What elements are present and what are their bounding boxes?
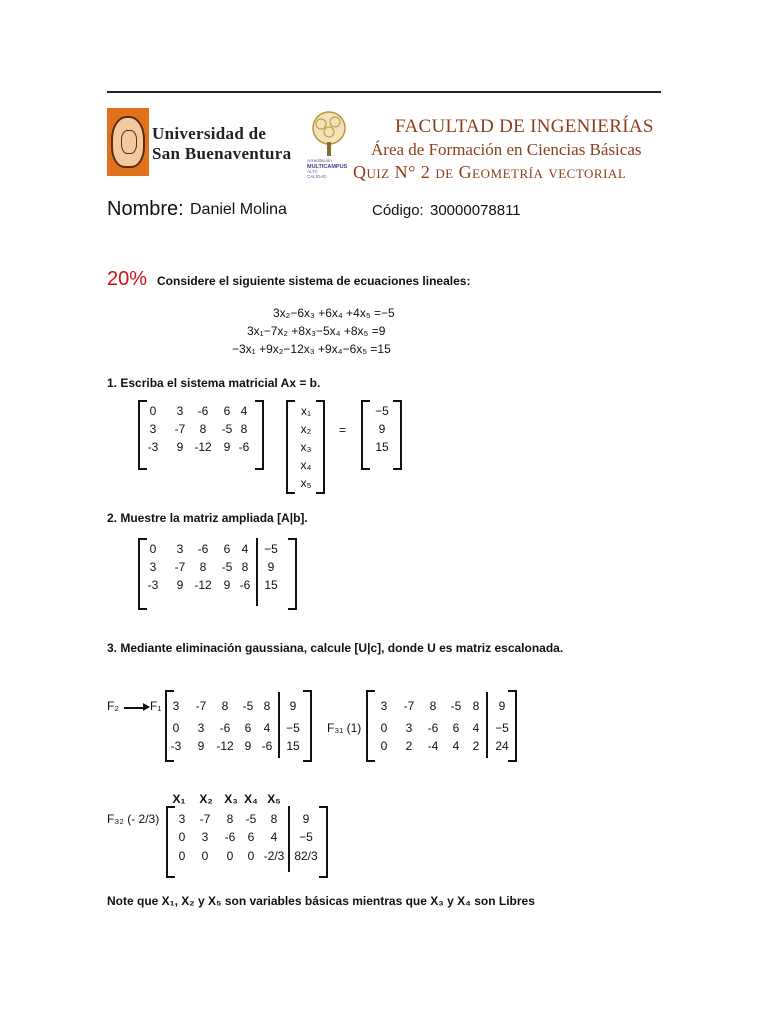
matrix-cell: 9: [289, 699, 297, 713]
matrix-cell: x₂: [300, 422, 312, 436]
matrix-cell: 8: [199, 560, 207, 574]
matrix-cell: 3: [172, 699, 180, 713]
matrix-cell: 0: [380, 721, 388, 735]
matrix-cell: -4: [427, 739, 439, 753]
step3-matrix-left-bracket: [166, 806, 175, 878]
matrix-cell: -7: [195, 699, 207, 713]
matrix-cell: 9: [378, 422, 386, 436]
step3-augment-divider: [288, 806, 290, 872]
matrix-cell: 3: [405, 721, 413, 735]
matrix-cell: 8: [226, 812, 234, 826]
matrix-cell: 0: [226, 849, 234, 863]
matrix-cell: -6: [239, 578, 251, 592]
matrix-cell: 8: [221, 699, 229, 713]
matrix-cell: 8: [263, 699, 271, 713]
matrix-cell: 3: [380, 699, 388, 713]
q1-vector-b-right-bracket: [393, 400, 402, 470]
matrix-cell: 4: [263, 721, 271, 735]
question-3-text: 3. Mediante eliminación gaussiana, calcule [U|c], donde U es matriz escalonada.: [107, 641, 564, 655]
matrix-cell: 4: [472, 721, 480, 735]
matrix-cell: -7: [174, 422, 186, 436]
matrix-cell: -5: [450, 699, 462, 713]
matrix-cell: 9: [197, 739, 205, 753]
matrix-cell: 6: [244, 721, 252, 735]
matrix-cell: 3: [197, 721, 205, 735]
faculty-title: FACULTAD DE INGENIERÍAS: [395, 116, 654, 137]
matrix-cell: 6: [247, 830, 255, 844]
university-name: Universidad de San Buenaventura: [152, 124, 292, 163]
equation-2: 3x₁−7x₂ +8x₃−5x₄ +8x₅ =9: [247, 324, 386, 338]
matrix-cell: 6: [223, 404, 231, 418]
step1-label-from: F₂: [107, 699, 119, 713]
matrix-cell: −5: [375, 404, 389, 418]
matrix-cell: -7: [403, 699, 415, 713]
matrix-cell: 3: [178, 812, 186, 826]
matrix-cell: 3: [176, 542, 184, 556]
matrix-cell: 9: [223, 578, 231, 592]
matrix-cell: 9: [302, 812, 310, 826]
step3-matrix-right-bracket: [319, 806, 328, 878]
matrix-cell: -12: [194, 578, 212, 592]
q2-matrix-right-bracket: [288, 538, 297, 610]
code-value: 30000078811: [430, 202, 521, 219]
variable-header: X₅: [267, 792, 281, 806]
step2-matrix-left-bracket: [366, 690, 375, 762]
step3-label: F₃₂ (- 2/3): [107, 812, 160, 826]
variable-header: X₁: [172, 792, 186, 806]
step1-label-to: F₁: [150, 699, 162, 713]
multicampus-line-3: ALTA: [307, 169, 318, 174]
q2-matrix-left-bracket: [138, 538, 147, 610]
variable-header: X₂: [199, 792, 213, 806]
step1-augment-divider: [278, 692, 280, 758]
row-swap-arrow-icon: [124, 707, 144, 709]
matrix-cell: -6: [238, 440, 250, 454]
matrix-cell: 6: [223, 542, 231, 556]
matrix-cell: 3: [201, 830, 209, 844]
matrix-cell: 24: [495, 739, 509, 753]
q1-vector-x-left-bracket: [286, 400, 295, 494]
matrix-cell: 0: [201, 849, 209, 863]
matrix-cell: 3: [149, 422, 157, 436]
matrix-cell: -12: [216, 739, 234, 753]
matrix-cell: 9: [267, 560, 275, 574]
matrix-cell: 0: [178, 830, 186, 844]
matrix-cell: 4: [240, 404, 248, 418]
name-label: Nombre:: [107, 198, 184, 220]
problem-weight: 20%: [107, 268, 148, 290]
matrix-cell: -6: [224, 830, 236, 844]
q1-matrix-a-left-bracket: [138, 400, 147, 470]
matrix-cell: 0: [247, 849, 255, 863]
matrix-cell: -7: [174, 560, 186, 574]
matrix-cell: 2: [472, 739, 480, 753]
matrix-cell: -6: [197, 404, 209, 418]
problem-intro: Considere el siguiente sistema de ecuaciones lineales:: [157, 274, 471, 288]
question-2-text: 2. Muestre la matriz ampliada [A|b].: [107, 511, 308, 525]
matrix-cell: 9: [176, 578, 184, 592]
matrix-cell: -6: [427, 721, 439, 735]
step2-label: F₃₁ (1): [327, 721, 362, 735]
matrix-cell: -5: [221, 560, 233, 574]
code-label: Código:: [372, 202, 424, 219]
matrix-cell: 3: [149, 560, 157, 574]
step1-matrix-right-bracket: [303, 690, 312, 762]
matrix-cell: -5: [245, 812, 257, 826]
name-value: Daniel Molina: [190, 201, 287, 218]
matrix-cell: 9: [176, 440, 184, 454]
matrix-cell: 8: [429, 699, 437, 713]
matrix-cell: 0: [178, 849, 186, 863]
matrix-cell: 8: [241, 560, 249, 574]
matrix-cell: -3: [147, 440, 159, 454]
matrix-cell: 0: [380, 739, 388, 753]
matrix-cell: x₄: [300, 458, 312, 472]
matrix-cell: -3: [147, 578, 159, 592]
question-1-text: 1. Escriba el sistema matricial Ax = b.: [107, 376, 321, 390]
q1-equals-sign: =: [339, 423, 347, 437]
variable-header: X₃: [224, 792, 238, 806]
matrix-cell: 0: [149, 404, 157, 418]
matrix-cell: -6: [219, 721, 231, 735]
matrix-cell: 8: [270, 812, 278, 826]
matrix-cell: −5: [264, 542, 278, 556]
matrix-cell: 9: [223, 440, 231, 454]
matrix-cell: -7: [199, 812, 211, 826]
step2-matrix-right-bracket: [508, 690, 517, 762]
matrix-cell: -5: [242, 699, 254, 713]
matrix-cell: 3: [176, 404, 184, 418]
matrix-cell: 0: [149, 542, 157, 556]
matrix-cell: 9: [244, 739, 252, 753]
matrix-cell: 8: [240, 422, 248, 436]
matrix-cell: −5: [495, 721, 509, 735]
multicampus-line-1: Acreditación: [307, 158, 332, 163]
matrix-cell: 4: [241, 542, 249, 556]
multicampus-line-2: MULTICAMPUS: [307, 164, 348, 170]
matrix-cell: 0: [172, 721, 180, 735]
q1-vector-b-left-bracket: [361, 400, 370, 470]
q1-matrix-a-right-bracket: [255, 400, 264, 470]
matrix-cell: 15: [264, 578, 278, 592]
matrix-cell: x₁: [300, 404, 312, 418]
equation-1: 3x₂−6x₃ +6x₄ +4x₅ =−5: [273, 306, 395, 320]
matrix-cell: 8: [472, 699, 480, 713]
area-title: Área de Formación en Ciencias Básicas: [371, 140, 642, 159]
step2-augment-divider: [486, 692, 488, 758]
matrix-cell: 15: [286, 739, 300, 753]
matrix-cell: 2: [405, 739, 413, 753]
multicampus-tree-logo-icon: [305, 108, 353, 180]
header-rule: [107, 91, 661, 93]
conclusion-note: Note que X₁, X₂ y X₅ son variables básicas mientras que X₃ y X₄ son Libres: [107, 894, 535, 908]
matrix-cell: -5: [221, 422, 233, 436]
university-logo: [107, 108, 149, 176]
matrix-cell: 4: [452, 739, 460, 753]
matrix-cell: -12: [194, 440, 212, 454]
matrix-cell: x₅: [300, 476, 312, 490]
matrix-cell: 15: [375, 440, 389, 454]
matrix-cell: 6: [452, 721, 460, 735]
q2-augment-divider: [256, 538, 258, 606]
matrix-cell: −5: [299, 830, 313, 844]
matrix-cell: 4: [270, 830, 278, 844]
variable-header: X₄: [244, 792, 258, 806]
matrix-cell: -3: [170, 739, 182, 753]
matrix-cell: −5: [286, 721, 300, 735]
matrix-cell: -6: [261, 739, 273, 753]
multicampus-line-4: CALIDAD: [307, 174, 327, 179]
matrix-cell: -2/3: [263, 849, 285, 863]
q1-vector-x-right-bracket: [316, 400, 325, 494]
matrix-cell: 8: [199, 422, 207, 436]
university-seal-icon: [111, 116, 145, 168]
matrix-cell: 9: [498, 699, 506, 713]
equation-3: −3x₁ +9x₂−12x₃ +9x₄−6x₅ =15: [232, 342, 391, 356]
matrix-cell: 82/3: [294, 849, 318, 863]
matrix-cell: -6: [197, 542, 209, 556]
matrix-cell: x₃: [300, 440, 312, 454]
quiz-title: Quiz N° 2 de Geometría vectorial: [353, 162, 627, 182]
